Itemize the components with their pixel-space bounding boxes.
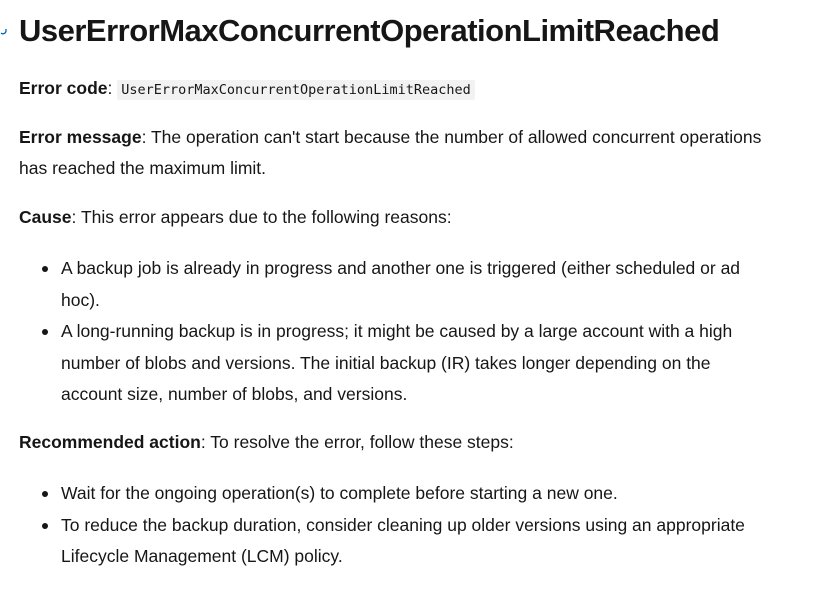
cause-item-1-line-1: A backup job is already in progress and another one is triggered (either scheduled or ad (61, 258, 741, 278)
cause-item-2-line-3: account size, number of blobs, and versions. (61, 384, 408, 404)
error-code-separator: : (107, 78, 118, 98)
list-item (19, 316, 799, 411)
page-title: UserErrorMaxConcurrentOperationLimitReached (19, 13, 720, 48)
cause-label: Cause (19, 207, 72, 227)
cause-text: : This error appears due to the following reasons: (71, 207, 452, 227)
error-message-paragraph (19, 122, 761, 184)
error-message-text-1: : The operation can't start because the number of allowed concurrent operations (141, 127, 762, 147)
cause-item-1-line-2: hoc). (61, 289, 100, 310)
action-item-1-line-1: Wait for the ongoing operation(s) to complete before starting a new one. (61, 483, 618, 503)
list-item (19, 253, 799, 316)
link-anchor-icon[interactable] (0, 24, 8, 36)
error-message-text-2: has reached the maximum limit. (19, 158, 267, 178)
error-message-label: Error message (19, 127, 142, 147)
error-message-line-1 (19, 122, 761, 153)
action-item-2-line-1: To reduce the backup duration, consider cleaning up older versions using an appropriate (61, 514, 745, 535)
error-code-paragraph (19, 73, 475, 106)
recommended-action-list (19, 478, 799, 573)
cause-list (19, 253, 799, 411)
error-code-value: UserErrorMaxConcurrentOperationLimitReached (117, 80, 475, 100)
cause-item-2-line-2: number of blobs and versions. The initial backup (IR) takes longer depending on the (61, 352, 711, 373)
recommended-action-label: Recommended action (19, 432, 201, 452)
cause-paragraph (19, 202, 452, 233)
list-item (19, 510, 799, 573)
action-item-2-line-2: Lifecycle Management (LCM) policy. (61, 546, 343, 566)
error-code-label: Error code (19, 78, 108, 98)
recommended-action-paragraph (19, 427, 514, 458)
list-item (19, 478, 799, 510)
cause-item-2-line-1: A long-running backup is in progress; it might be caused by a large account with a high (61, 321, 733, 341)
recommended-action-text: : To resolve the error, follow these steps: (200, 432, 514, 452)
